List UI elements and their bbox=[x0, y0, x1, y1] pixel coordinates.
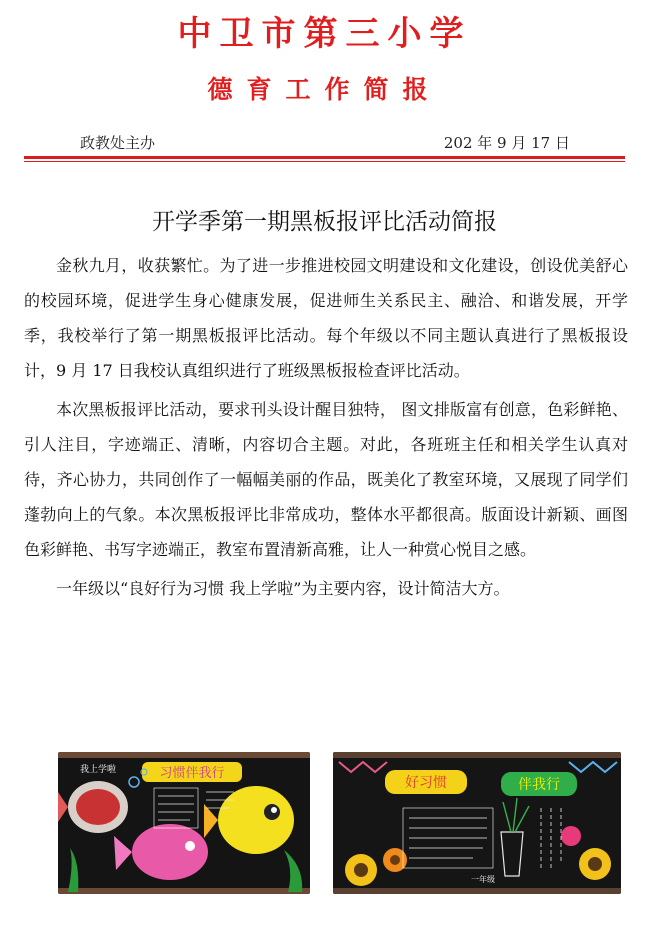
issue-date: 202 年 9 月 17 日 bbox=[443, 134, 570, 152]
masthead-rule-thick bbox=[24, 156, 625, 159]
masthead-meta-row bbox=[80, 132, 570, 154]
paragraph-1: 金秋九月，收获繁忙。为了进一步推进校园文明建设和文化建设，创设优美舒心的校园环境，促进学生身心健康发展，促进师生关系民主、融洽、和谐发展，开学季，我校举行了第一期黑板报评比活动。每个年级以不同主题认真进行了黑板报设计，9 月 17 日我校认真组织进行了班级黑板报检查评比活动。 bbox=[24, 256, 628, 380]
article-body bbox=[24, 248, 628, 606]
masthead-rule-thin bbox=[24, 161, 625, 162]
masthead-title: 中卫市第三小学 bbox=[177, 14, 472, 54]
left-board-corner-text: 我上学啦 bbox=[79, 765, 117, 775]
blackboard-drawing-left bbox=[58, 752, 310, 894]
blackboard-photo-right bbox=[333, 752, 621, 894]
right-board-heading-1: 好习惯 bbox=[405, 775, 447, 791]
masthead-subtitle: 德育工作简报 bbox=[207, 75, 442, 104]
article-title: 开学季第一期黑板报评比活动简报 bbox=[152, 209, 497, 235]
blackboard-photo-left bbox=[58, 752, 310, 894]
right-board-signature: 一年级 bbox=[471, 875, 495, 884]
right-board-heading-2: 伴我行 bbox=[518, 777, 560, 793]
paragraph-3: 一年级以“良好行为习惯 我上学啦”为主要内容，设计简洁大方。 bbox=[56, 579, 510, 598]
paragraph-2: 本次黑板报评比活动，要求刊头设计醒目独特， 图文排版富有创意，色彩鲜艳、引人注目，字迹端正、清晰，内容切合主题。对此，各班班主任和相关学生认真对待，齐心协力，共同创作了一幅幅美丽的作品，既美化了教室环境，又展现了同学们蓬勃向上的气象。本次黑板报评比非常成功，整体水平都很高。版面设计新颖、画图色彩鲜艳、书写字迹端正，教室布置清新高雅，让人一种赏心悦目之感。 bbox=[24, 400, 628, 559]
left-board-heading: 习惯伴我行 bbox=[159, 766, 225, 781]
blackboard-drawing-right bbox=[333, 752, 621, 894]
organizer-label: 政教处主办 bbox=[80, 134, 156, 152]
